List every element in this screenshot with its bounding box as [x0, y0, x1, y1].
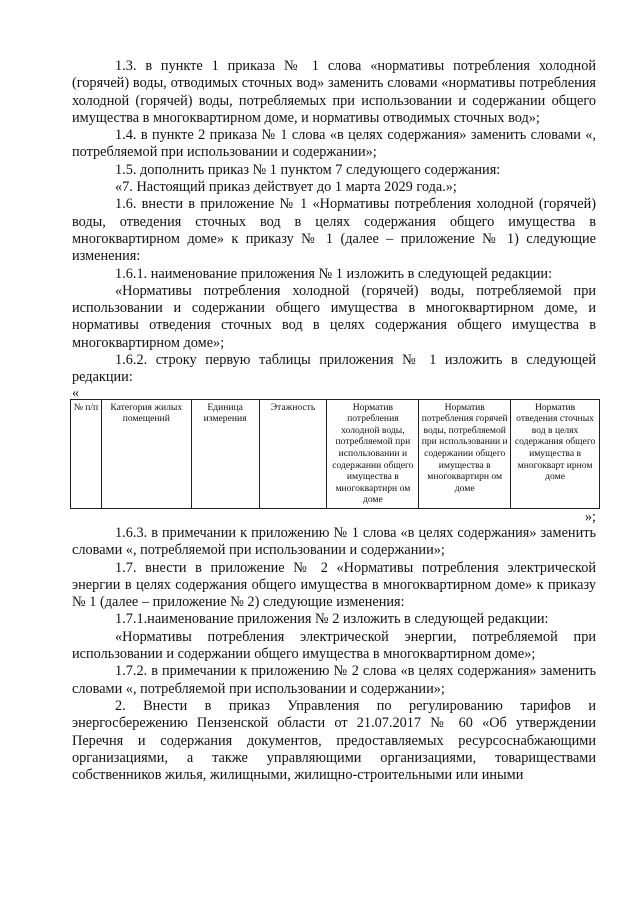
header-cell-category: Категория жилых помещений — [101, 399, 191, 508]
paragraph-quote-electric: «Нормативы потребления электрической энергии, потребляемой при использовании и содержании общего имущества в многоквартирном доме»; — [72, 628, 596, 663]
header-table — [70, 399, 600, 509]
table-close-quote: »; — [584, 508, 596, 525]
header-cell-number: № п/п — [71, 399, 102, 508]
table-open-quote: « — [72, 384, 80, 401]
paragraph-1-4: 1.4. в пункте 2 приказа № 1 слова «в целях содержания» заменить словами «, потребляемой при использовании и содержании»; — [72, 127, 596, 161]
paragraph-1-7-1: 1.7.1.наименование приложения № 2 изложить в следующей редакции: — [115, 611, 549, 628]
paragraphs-bottom — [72, 525, 596, 784]
paragraph-2: 2. Внести в приказ Управления по регулированию тарифов и энергосбережению Пензенской области от 21.07.2017 № 60 «Об утверждении Перечня и содержания документов, предоставляемых ресурсоснабжающими организациями, а также управляющими организациями, товариществами собственников жилья, жилищными, жилищно-строительными или иными — [72, 697, 596, 784]
header-cell-unit: Единица измерения — [191, 399, 259, 508]
paragraph-1-7-2: 1.7.2. в примечании к приложению № 2 слова «в целях содержания» заменить словами «, потребляемой при использовании и содержании»; — [72, 663, 596, 697]
document-page — [72, 58, 596, 784]
header-cell-cold-water: Норматив потребления холодной воды, потребляемой при использовании и содержании общего имущества в многоквартирн ом доме — [327, 399, 419, 508]
paragraph-1-5: 1.5. дополнить приказ № 1 пунктом 7 следующего содержания: — [115, 161, 501, 178]
paragraph-1-6-3: 1.6.3. в примечании к приложению № 1 слова «в целях содержания» заменить словами «, потребляемой при использовании и содержании»; — [72, 524, 596, 559]
table-header-row — [71, 399, 600, 508]
paragraph-1-6-2: 1.6.2. строку первую таблицы приложения № 1 изложить в следующей редакции: — [72, 352, 596, 386]
paragraph-quote-normatives: «Нормативы потребления холодной (горячей) воды, потребляемой при использовании и содержании общего имущества в многоквартирном доме, и нормативы отведения сточных вод в целях содержания общего имущества в многоквартирном доме»; — [72, 282, 596, 351]
header-cell-hot-water: Норматив потребления горячей воды, потребляемой при использовании и содержании общего имущества в многоквартирн ом доме — [419, 399, 511, 508]
paragraph-1-6-1: 1.6.1. наименование приложения № 1 изложить в следующей редакции: — [115, 265, 553, 282]
paragraphs-top — [72, 58, 596, 387]
header-cell-wastewater: Норматив отведения сточных вод в целях содержания общего имущества в многокварт ирном доме — [511, 399, 600, 508]
paragraph-1-6: 1.6. внести в приложение № 1 «Нормативы потребления холодной (горячей) воды, отведения сточных вод в целях содержания общего имущества в многоквартирном доме» к приказу № 1 (далее – приложение № 1) следующие изменения: — [72, 196, 596, 265]
header-cell-floors: Этажность — [259, 399, 327, 508]
paragraph-quote-7: «7. Настоящий приказ действует до 1 марта 2029 года.»; — [115, 179, 457, 196]
paragraph-1-7: 1.7. внести в приложение № 2 «Нормативы потребления электрической энергии в целях содержания общего имущества в многоквартирном доме» к приказу № 1 (далее – приложение № 2) следующие изменения: — [72, 559, 596, 611]
paragraph-1-3: 1.3. в пункте 1 приказа № 1 слова «нормативы потребления холодной (горячей) воды, отводимых сточных вод» заменить словами «нормативы потребления холодной (горячей) воды, потребляемых при использовании и содержании общего имущества в многоквартирном доме, и нормативы отводимых сточных вод»; — [72, 58, 596, 126]
